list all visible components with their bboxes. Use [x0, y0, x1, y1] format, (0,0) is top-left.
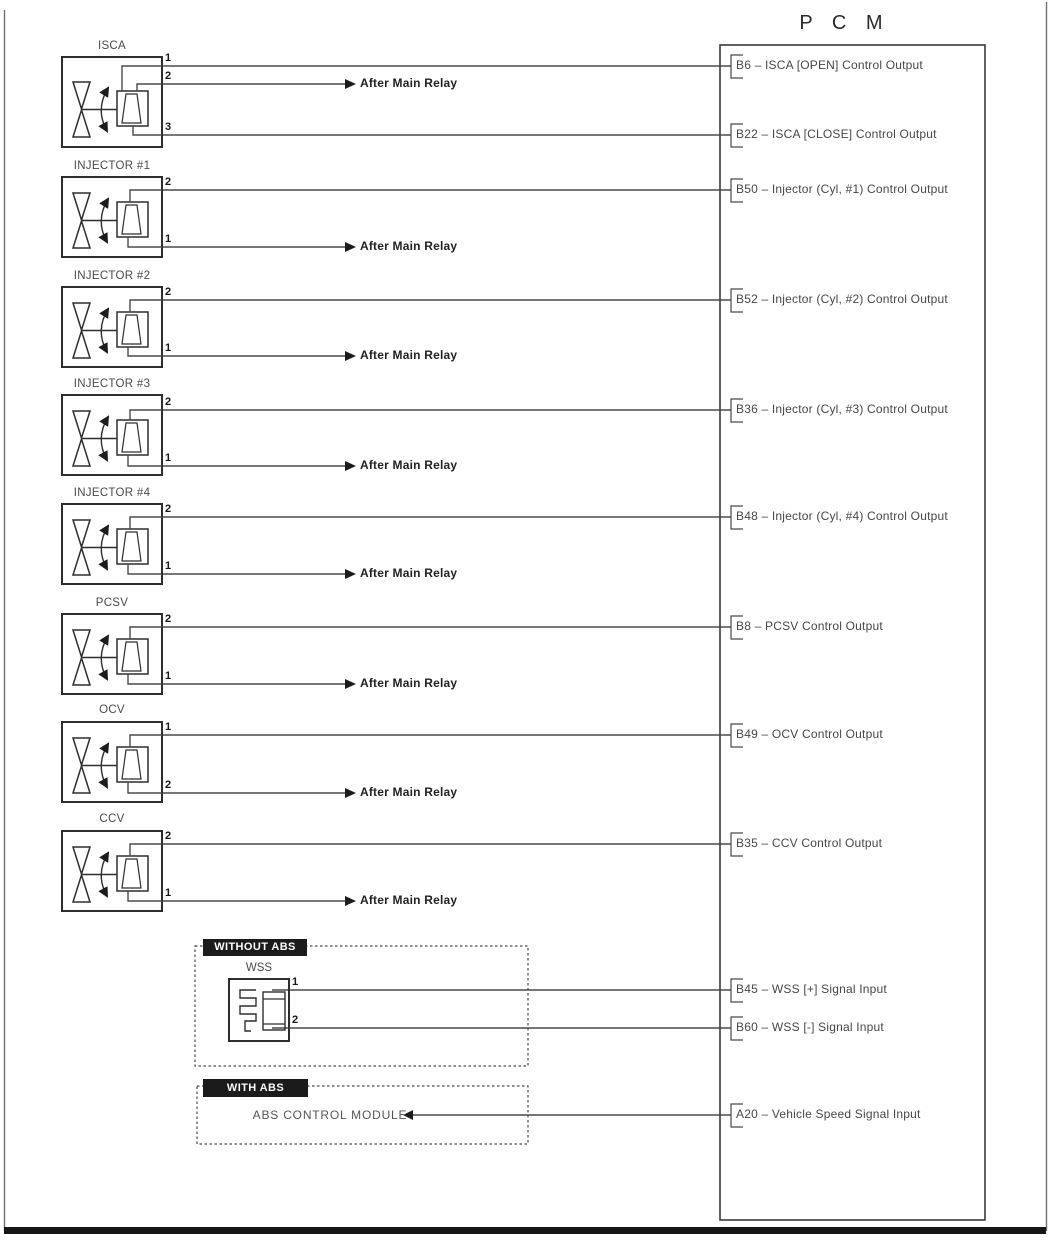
component-injector-2 — [62, 287, 162, 367]
after-main-relay-label: After Main Relay — [360, 76, 458, 90]
pin-number: 1 — [165, 721, 172, 733]
pcm-pin-label-b36: B36 – Injector (Cyl, #3) Control Output — [736, 402, 948, 416]
component-label-pcsv: PCSV — [95, 597, 129, 609]
component-label-injector-1: INJECTOR #1 — [73, 160, 151, 172]
pcm-pin-label-b49: B49 – OCV Control Output — [736, 727, 883, 741]
pin-number: 2 — [165, 779, 172, 791]
pcm-pin-brackets — [731, 55, 743, 1127]
component-label-injector-2: INJECTOR #2 — [73, 270, 151, 282]
with-abs-badge: WITH ABS — [203, 1079, 308, 1097]
pin-number: 3 — [165, 121, 172, 133]
wss-label: WSS — [245, 962, 273, 974]
after-main-relay-label: After Main Relay — [360, 566, 458, 580]
component-pcsv — [62, 614, 162, 694]
pin-number: 2 — [165, 830, 172, 842]
pcm-title: P C M — [799, 12, 890, 34]
pin-number: 1 — [165, 560, 172, 572]
pin-number: 2 — [165, 613, 172, 625]
after-main-relay-label: After Main Relay — [360, 239, 458, 253]
component-injector-4 — [62, 504, 162, 584]
component-injector-1 — [62, 177, 162, 257]
after-main-relay-label: After Main Relay — [360, 893, 458, 907]
after-main-relay-label: After Main Relay — [360, 785, 458, 799]
pin-number: 1 — [165, 52, 172, 64]
pin-number: 2 — [165, 396, 172, 408]
pcm-pin-label-b22: B22 – ISCA [CLOSE] Control Output — [736, 127, 937, 141]
without-abs-badge: WITHOUT ABS — [203, 939, 307, 956]
signal-wires — [162, 66, 731, 1115]
component-isca — [62, 57, 162, 147]
after-main-relay-label: After Main Relay — [360, 348, 458, 362]
pcm-pin-label-b6: B6 – ISCA [OPEN] Control Output — [736, 58, 923, 72]
abs-control-module-label: ABS CONTROL MODULE — [252, 1108, 408, 1122]
pcm-pin-label-b60: B60 – WSS [-] Signal Input — [736, 1020, 884, 1034]
pin-number: 2 — [165, 286, 172, 298]
pin-number: 1 — [292, 976, 299, 988]
pcm-pin-label-b48: B48 – Injector (Cyl, #4) Control Output — [736, 509, 948, 523]
pin-number: 1 — [165, 342, 172, 354]
pin-number: 1 — [165, 233, 172, 245]
after-main-relay-label: After Main Relay — [360, 458, 458, 472]
arrow-right-icons — [345, 79, 356, 906]
pcm-pin-label-a20: A20 – Vehicle Speed Signal Input — [736, 1107, 921, 1121]
pin-number: 1 — [165, 670, 172, 682]
component-label-ocv: OCV — [99, 704, 125, 716]
wss-sensor — [229, 979, 289, 1041]
pin-number: 2 — [165, 70, 172, 82]
after-main-relay-label: After Main Relay — [360, 676, 458, 690]
pcm-pin-label-b52: B52 – Injector (Cyl, #2) Control Output — [736, 292, 948, 306]
pin-number: 2 — [292, 1014, 299, 1026]
pin-number: 1 — [165, 452, 172, 464]
pcm-pin-label-b45: B45 – WSS [+] Signal Input — [736, 982, 887, 996]
pin-number: 2 — [165, 176, 172, 188]
component-label-injector-4: INJECTOR #4 — [73, 487, 151, 499]
component-ccv — [62, 831, 162, 911]
component-label-injector-3: INJECTOR #3 — [73, 378, 151, 390]
pcm-pin-label-b35: B35 – CCV Control Output — [736, 836, 883, 850]
component-label-isca: ISCA — [97, 40, 127, 52]
after-main-relay-wires — [162, 84, 346, 901]
pin-number: 2 — [165, 503, 172, 515]
pcm-pin-label-b50: B50 – Injector (Cyl, #1) Control Output — [736, 182, 948, 196]
component-injector-3 — [62, 395, 162, 475]
pin-number: 1 — [165, 887, 172, 899]
component-label-ccv: CCV — [99, 813, 125, 825]
component-ocv — [62, 722, 162, 802]
pcm-pin-label-b8: B8 – PCSV Control Output — [736, 619, 883, 633]
